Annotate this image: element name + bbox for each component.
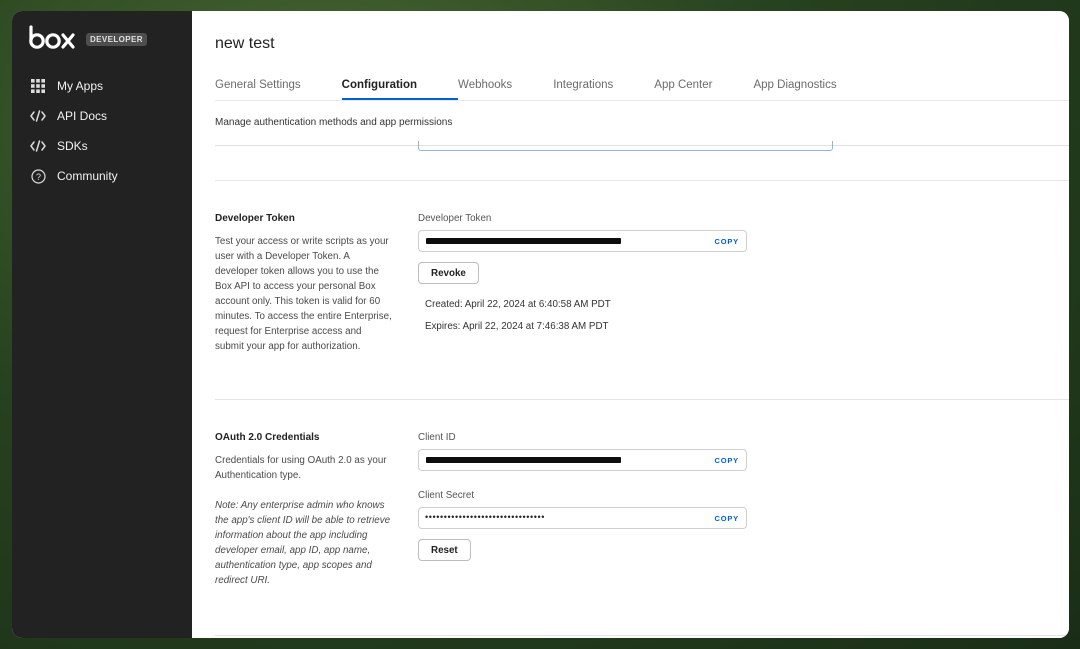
client-id-field[interactable] (418, 449, 747, 471)
developer-badge: DEVELOPER (86, 33, 147, 46)
main-content (192, 11, 1069, 638)
reset-button[interactable]: Reset (418, 539, 471, 561)
copy-client-id-button[interactable]: COPY (714, 456, 739, 465)
section-divider (215, 399, 1069, 400)
developer-token-title: Developer Token (215, 213, 295, 224)
app-window (12, 11, 1069, 638)
sidebar-item-api-docs[interactable] (12, 101, 192, 131)
oauth-note: Note: Any enterprise admin who knows the app's client ID will be able to retrieve information about the app including developer email, app ID, app name, authentication type, app scopes and redirect URI. (215, 500, 391, 586)
client-secret-label: Client Secret (418, 490, 475, 501)
sidebar-nav (12, 71, 192, 191)
sidebar-item-sdks[interactable] (12, 131, 192, 161)
section-divider (215, 635, 1069, 636)
tab-webhooks[interactable]: Webhooks (458, 79, 513, 91)
client-id-label: Client ID (418, 432, 456, 443)
sidebar-item-label: API Docs (57, 109, 108, 123)
redacted-token (426, 238, 621, 244)
tab-integrations[interactable]: Integrations (553, 79, 614, 91)
sidebar-item-label: SDKs (57, 139, 88, 153)
copy-token-button[interactable]: COPY (714, 237, 739, 246)
revoke-button[interactable]: Revoke (418, 262, 479, 284)
tab-general-settings[interactable]: General Settings (215, 79, 301, 91)
page-title: new test (215, 35, 275, 52)
oauth-description: Credentials for using OAuth 2.0 as your Authentication type. (215, 455, 387, 481)
previous-input-field[interactable] (418, 141, 833, 151)
tab-description: Manage authentication methods and app permissions (215, 117, 453, 128)
developer-token-description: Test your access or write scripts as your user with a Developer Token. A developer token allows you to use the Box API to access your personal Box account only. This token is valid for 60 minutes. To access the entire Enterprise, request for Enterprise access and submit your app for authorization. (215, 236, 392, 352)
sidebar-item-my-apps[interactable] (12, 71, 192, 101)
sidebar (12, 11, 192, 638)
tab-bar (215, 71, 1069, 100)
section-divider (215, 180, 1069, 181)
token-expires: Expires: April 22, 2024 at 7:46:38 AM PDT (425, 321, 609, 332)
sidebar-item-label: Community (57, 169, 118, 183)
developer-token-label: Developer Token (418, 213, 492, 224)
code-icon (30, 138, 46, 154)
tab-app-center[interactable]: App Center (654, 79, 713, 91)
oauth-title: OAuth 2.0 Credentials (215, 432, 320, 443)
sidebar-item-label: My Apps (57, 79, 104, 93)
copy-client-secret-button[interactable]: COPY (714, 514, 739, 523)
svg-text:?: ? (35, 171, 41, 182)
sidebar-item-community[interactable] (12, 161, 192, 191)
developer-token-field[interactable] (418, 230, 747, 252)
tab-app-diagnostics[interactable]: App Diagnostics (753, 79, 837, 91)
client-secret-field[interactable] (418, 507, 747, 529)
token-created: Created: April 22, 2024 at 6:40:58 AM PDT (425, 299, 611, 310)
code-icon (30, 108, 46, 124)
tabs-divider (215, 100, 1069, 101)
brand[interactable] (28, 25, 147, 51)
question-circle-icon (30, 168, 46, 184)
tab-configuration[interactable]: Configuration (342, 71, 417, 99)
grid-icon (30, 78, 46, 94)
client-secret-value: •••••••••••••••••••••••••••••••• (425, 512, 546, 522)
box-logo (28, 25, 76, 51)
redacted-client-id (426, 457, 621, 463)
